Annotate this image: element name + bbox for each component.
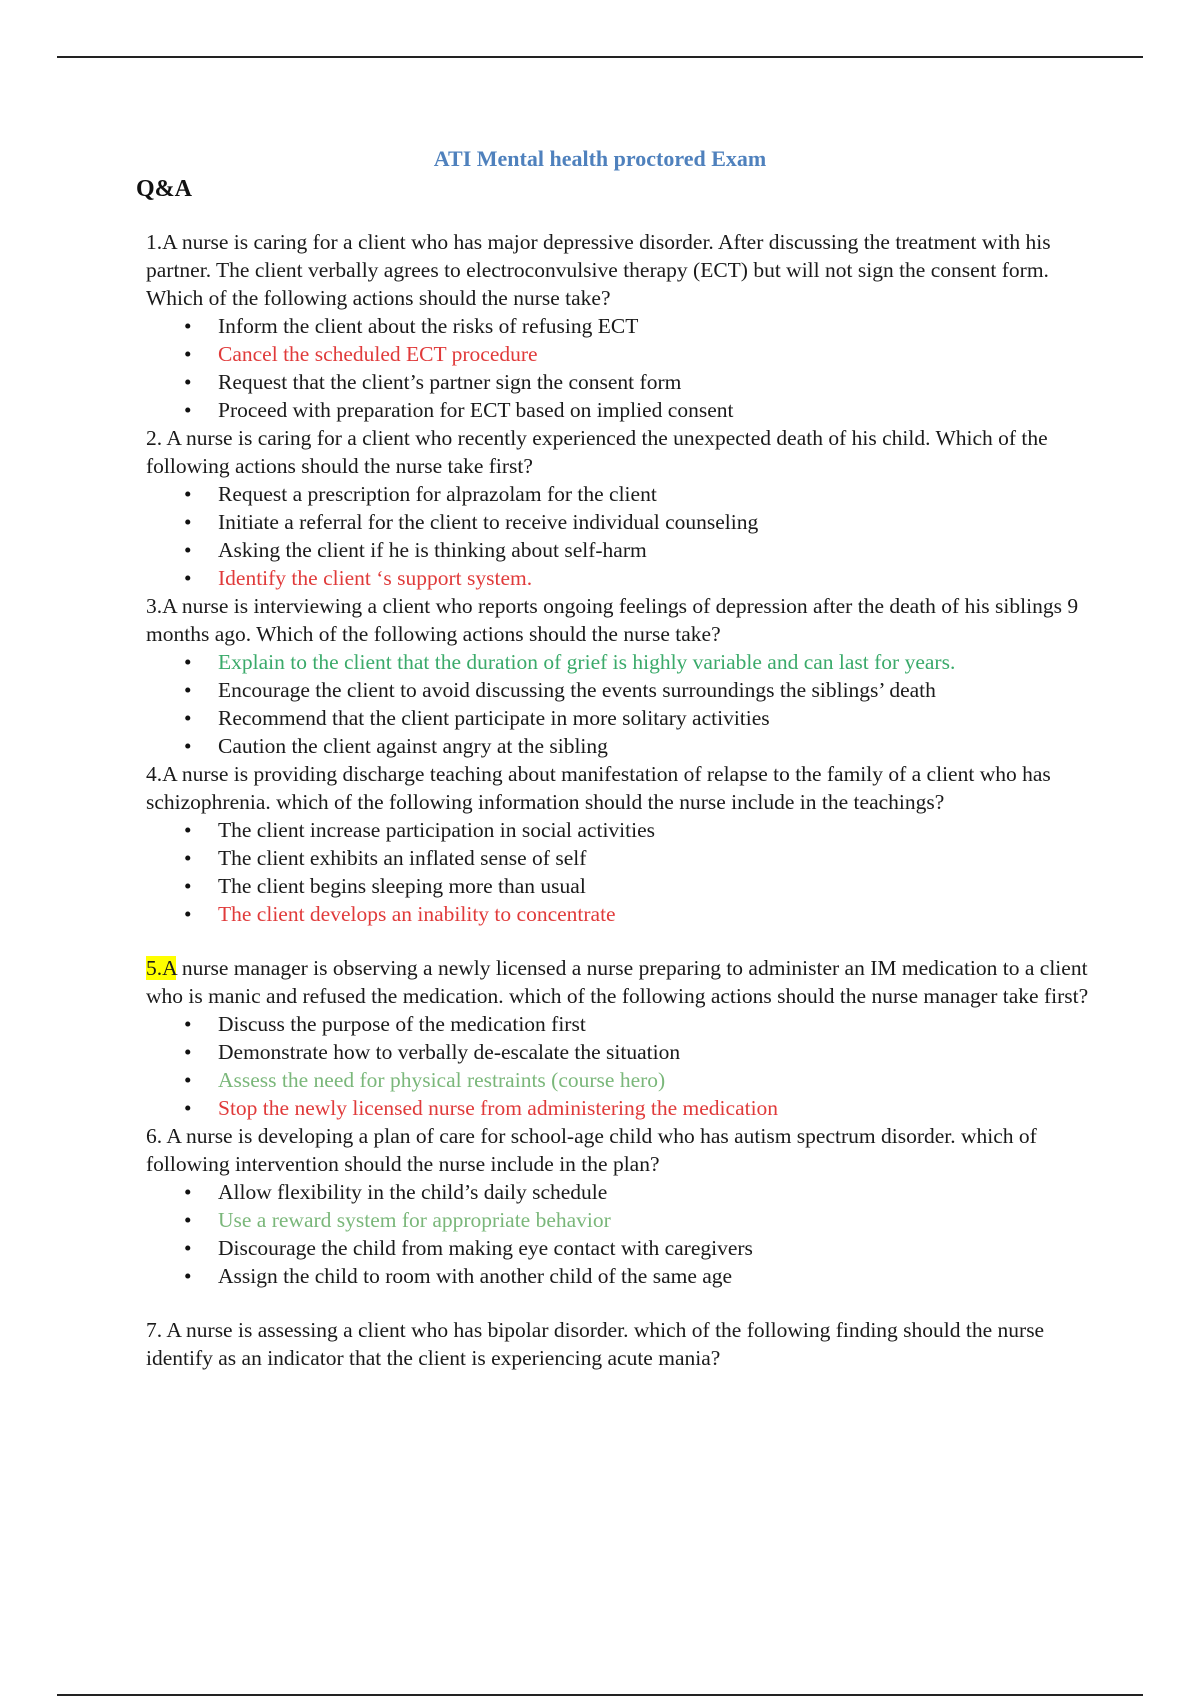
question-4-option-d: • The client develops an inability to concentrate	[146, 900, 1106, 928]
question-4-text: 4.A nurse is providing discharge teaching about manifestation of relapse to the family of a client who has schizophrenia. which of the following information should the nurse include in the teachings?	[146, 762, 1051, 814]
header-rule	[57, 56, 1143, 58]
question-3-options	[146, 648, 1106, 760]
question-6-option-a: • Allow flexibility in the child’s daily schedule	[146, 1178, 1106, 1206]
question-3-option-a: • Explain to the client that the duration of grief is highly variable and can last for years.	[146, 648, 1106, 676]
question-4-options	[146, 816, 1106, 928]
document-subtitle: Q&A	[136, 176, 192, 202]
question-1-option-a: • Inform the client about the risks of refusing ECT	[146, 312, 1106, 340]
question-3-option-c: • Recommend that the client participate in more solitary activities	[146, 704, 1106, 732]
question-5-options	[146, 1010, 1106, 1122]
question-1-text: 1.A nurse is caring for a client who has major depressive disorder. After discussing the treatment with his partner. The client verbally agrees to electroconvulsive therapy (ECT) but will not sign the consent form. Which of the following actions should the nurse take?	[146, 230, 1051, 310]
question-2-option-c: • Asking the client if he is thinking about self-harm	[146, 536, 1106, 564]
question-6-option-b: • Use a reward system for appropriate behavior	[146, 1206, 1106, 1234]
question-4-option-c: • The client begins sleeping more than usual	[146, 872, 1106, 900]
question-2-option-a: • Request a prescription for alprazolam for the client	[146, 480, 1106, 508]
question-1-option-b: • Cancel the scheduled ECT procedure	[146, 340, 1106, 368]
question-2-option-b: • Initiate a referral for the client to receive individual counseling	[146, 508, 1106, 536]
footer-rule	[57, 1694, 1143, 1696]
question-6-text: 6. A nurse is developing a plan of care for school-age child who has autism spectrum disorder. which of following intervention should the nurse include in the plan?	[146, 1124, 1037, 1176]
question-5-option-d: • Stop the newly licensed nurse from administering the medication	[146, 1094, 1106, 1122]
question-3-option-b: • Encourage the client to avoid discussing the events surroundings the siblings’ death	[146, 676, 1106, 704]
question-1-options	[146, 312, 1106, 424]
question-7-text: 7. A nurse is assessing a client who has bipolar disorder. which of the following finding should the nurse identify as an indicator that the client is experiencing acute mania?	[146, 1318, 1045, 1370]
question-1-option-c: • Request that the client’s partner sign the consent form	[146, 368, 1106, 396]
question-5-option-b: • Demonstrate how to verbally de-escalate the situation	[146, 1038, 1106, 1066]
question-5-option-c: • Assess the need for physical restraints (course hero)	[146, 1066, 1106, 1094]
question-5-option-a: • Discuss the purpose of the medication first	[146, 1010, 1106, 1038]
question-5-number-highlight: 5.A	[146, 956, 177, 980]
document-title: ATI Mental health proctored Exam	[433, 146, 767, 171]
question-2-option-d: • Identify the client ‘s support system.	[146, 564, 1106, 592]
question-2-options	[146, 480, 1106, 592]
question-list	[146, 228, 1106, 1372]
question-4-option-b: • The client exhibits an inflated sense of self	[146, 844, 1106, 872]
question-5-body: nurse manager is observing a newly licensed a nurse preparing to administer an IM medication to a client who is manic and refused the medication. which of the following actions should the nurse manager take first?	[146, 956, 1089, 1008]
question-6-options	[146, 1178, 1106, 1290]
question-3-text: 3.A nurse is interviewing a client who reports ongoing feelings of depression after the death of his siblings 9 months ago. Which of the following actions should the nurse take?	[146, 594, 1079, 646]
question-2-text: 2. A nurse is caring for a client who recently experienced the unexpected death of his child. Which of the following actions should the nurse take first?	[146, 426, 1048, 478]
question-5-text	[146, 954, 1106, 1010]
question-1-option-d: • Proceed with preparation for ECT based on implied consent	[146, 396, 1106, 424]
question-3-option-d: • Caution the client against angry at the sibling	[146, 732, 1106, 760]
question-4-option-a: • The client increase participation in social activities	[146, 816, 1106, 844]
question-6-option-d: • Assign the child to room with another child of the same age	[146, 1262, 1106, 1290]
question-6-option-c: • Discourage the child from making eye contact with caregivers	[146, 1234, 1106, 1262]
